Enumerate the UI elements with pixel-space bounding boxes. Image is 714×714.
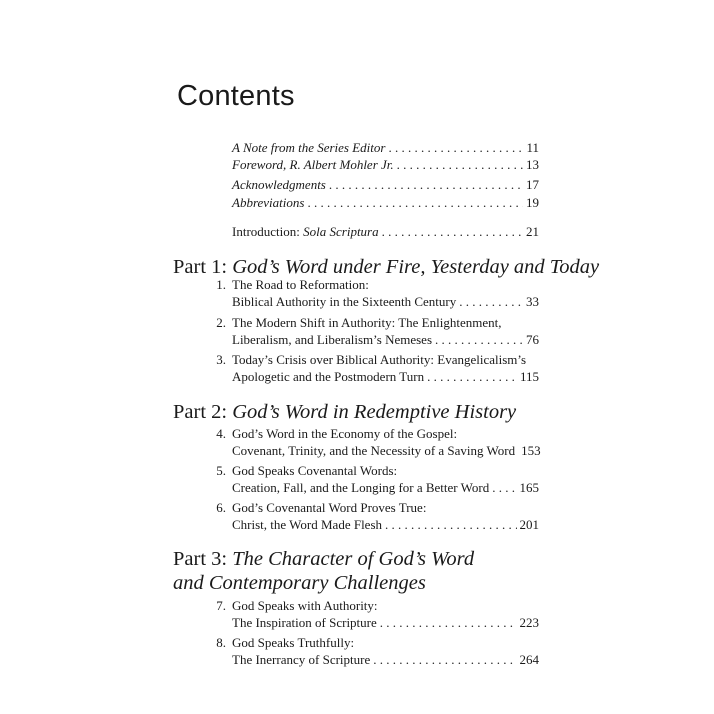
toc-entry-acknowledgments[interactable] xyxy=(232,176,539,193)
chapter-title-line2: Christ, the Word Made Flesh xyxy=(232,517,383,532)
toc-chapter-1[interactable] xyxy=(232,276,539,310)
chapter-number: 5. xyxy=(216,463,226,478)
part-heading-2 xyxy=(173,400,516,424)
toc-chapter-8[interactable] xyxy=(232,634,539,668)
chapter-page: 264 xyxy=(519,652,539,667)
toc-chapter-4[interactable] xyxy=(232,425,539,459)
chapter-title-line1: God Speaks with Authority: xyxy=(232,598,378,613)
toc-chapter-7[interactable] xyxy=(232,597,539,631)
chapter-title-line2: Creation, Fall, and the Longing for a Better Word xyxy=(232,480,490,495)
toc-entry-foreword[interactable] xyxy=(232,156,539,173)
toc-entry-page: 17 xyxy=(526,177,539,192)
chapter-title-line2: The Inspiration of Scripture xyxy=(232,615,377,630)
chapter-page: 201 xyxy=(519,517,539,532)
chapter-page: 115 xyxy=(519,369,539,384)
toc-entry-page: 11 xyxy=(526,140,539,155)
chapter-title-line1: God Speaks Covenantal Words: xyxy=(232,463,398,478)
dot-leader xyxy=(459,293,523,310)
dot-leader xyxy=(385,516,516,533)
toc-entry-label: A Note from the Series Editor xyxy=(232,140,386,155)
toc-entry-page: 21 xyxy=(526,224,539,239)
chapter-title-line1: The Modern Shift in Authority: The Enlightenment, xyxy=(232,315,502,330)
chapter-title-line2: The Inerrancy of Scripture xyxy=(232,652,371,667)
part-title-line2: and Contemporary Challenges xyxy=(173,572,426,594)
part-label: Part 3: xyxy=(173,548,228,570)
part-title: God’s Word in Redemptive History xyxy=(232,401,517,423)
chapter-page: 76 xyxy=(526,332,539,347)
toc-entry-page: 19 xyxy=(526,195,539,210)
dot-leader xyxy=(435,331,523,348)
part-title: The Character of God’s Word xyxy=(232,548,475,570)
dot-leader xyxy=(427,368,517,385)
chapter-title-line2: Liberalism, and Liberalism’s Nemeses xyxy=(232,332,433,347)
toc-entry-page: 13 xyxy=(526,157,539,172)
toc-entry-label: Foreword, R. Albert Mohler Jr. xyxy=(232,157,394,172)
toc-entry-abbreviations[interactable] xyxy=(232,194,539,211)
dot-leader xyxy=(380,614,517,631)
part-heading-3 xyxy=(173,547,474,595)
toc-chapter-3[interactable] xyxy=(232,351,539,385)
dot-leader xyxy=(382,223,523,240)
dot-leader xyxy=(397,156,523,173)
toc-entry-label: Abbreviations xyxy=(232,195,305,210)
toc-chapter-2[interactable] xyxy=(232,314,539,348)
chapter-number: 3. xyxy=(216,352,226,367)
chapter-page: 33 xyxy=(526,294,539,309)
toc-chapter-6[interactable] xyxy=(232,499,539,533)
part-label: Part 2: xyxy=(173,401,228,423)
chapter-title-line2: Apologetic and the Postmodern Turn xyxy=(232,369,425,384)
toc-entry-label: Acknowledgments xyxy=(232,177,326,192)
chapter-title-line2: Biblical Authority in the Sixteenth Century xyxy=(232,294,457,309)
toc-entry-introduction[interactable] xyxy=(232,223,539,240)
toc-chapter-5[interactable] xyxy=(232,462,539,496)
chapter-title-line1: The Road to Reformation: xyxy=(232,277,369,292)
part-label: Part 1: xyxy=(173,256,228,278)
chapter-number: 7. xyxy=(216,598,226,613)
dot-leader xyxy=(373,651,516,668)
page-title: Contents xyxy=(177,80,295,112)
chapter-page: 223 xyxy=(519,615,539,630)
chapter-title-line1: Today’s Crisis over Biblical Authority: Evangelicalism’s xyxy=(232,352,527,367)
dot-leader xyxy=(329,176,523,193)
chapter-title-line1: God’s Word in the Economy of the Gospel: xyxy=(232,426,458,441)
chapter-number: 6. xyxy=(216,500,226,515)
toc-entry-series-editor-note[interactable] xyxy=(232,139,539,156)
chapter-page: 165 xyxy=(519,480,539,495)
chapter-number: 1. xyxy=(216,277,226,292)
chapter-page: 153 xyxy=(521,443,541,458)
toc-entry-label: Introduction: Sola Scriptura xyxy=(232,224,379,239)
chapter-title-line1: God Speaks Truthfully: xyxy=(232,635,355,650)
chapter-title-line2: Covenant, Trinity, and the Necessity of a Saving Word xyxy=(232,443,516,458)
dot-leader xyxy=(492,479,516,496)
chapter-number: 4. xyxy=(216,426,226,441)
dot-leader xyxy=(388,139,523,156)
dot-leader xyxy=(307,194,523,211)
chapter-number: 8. xyxy=(216,635,226,650)
chapter-number: 2. xyxy=(216,315,226,330)
part-title: God’s Word under Fire, Yesterday and Today xyxy=(232,256,600,278)
chapter-title-line1: God’s Covenantal Word Proves True: xyxy=(232,500,427,515)
